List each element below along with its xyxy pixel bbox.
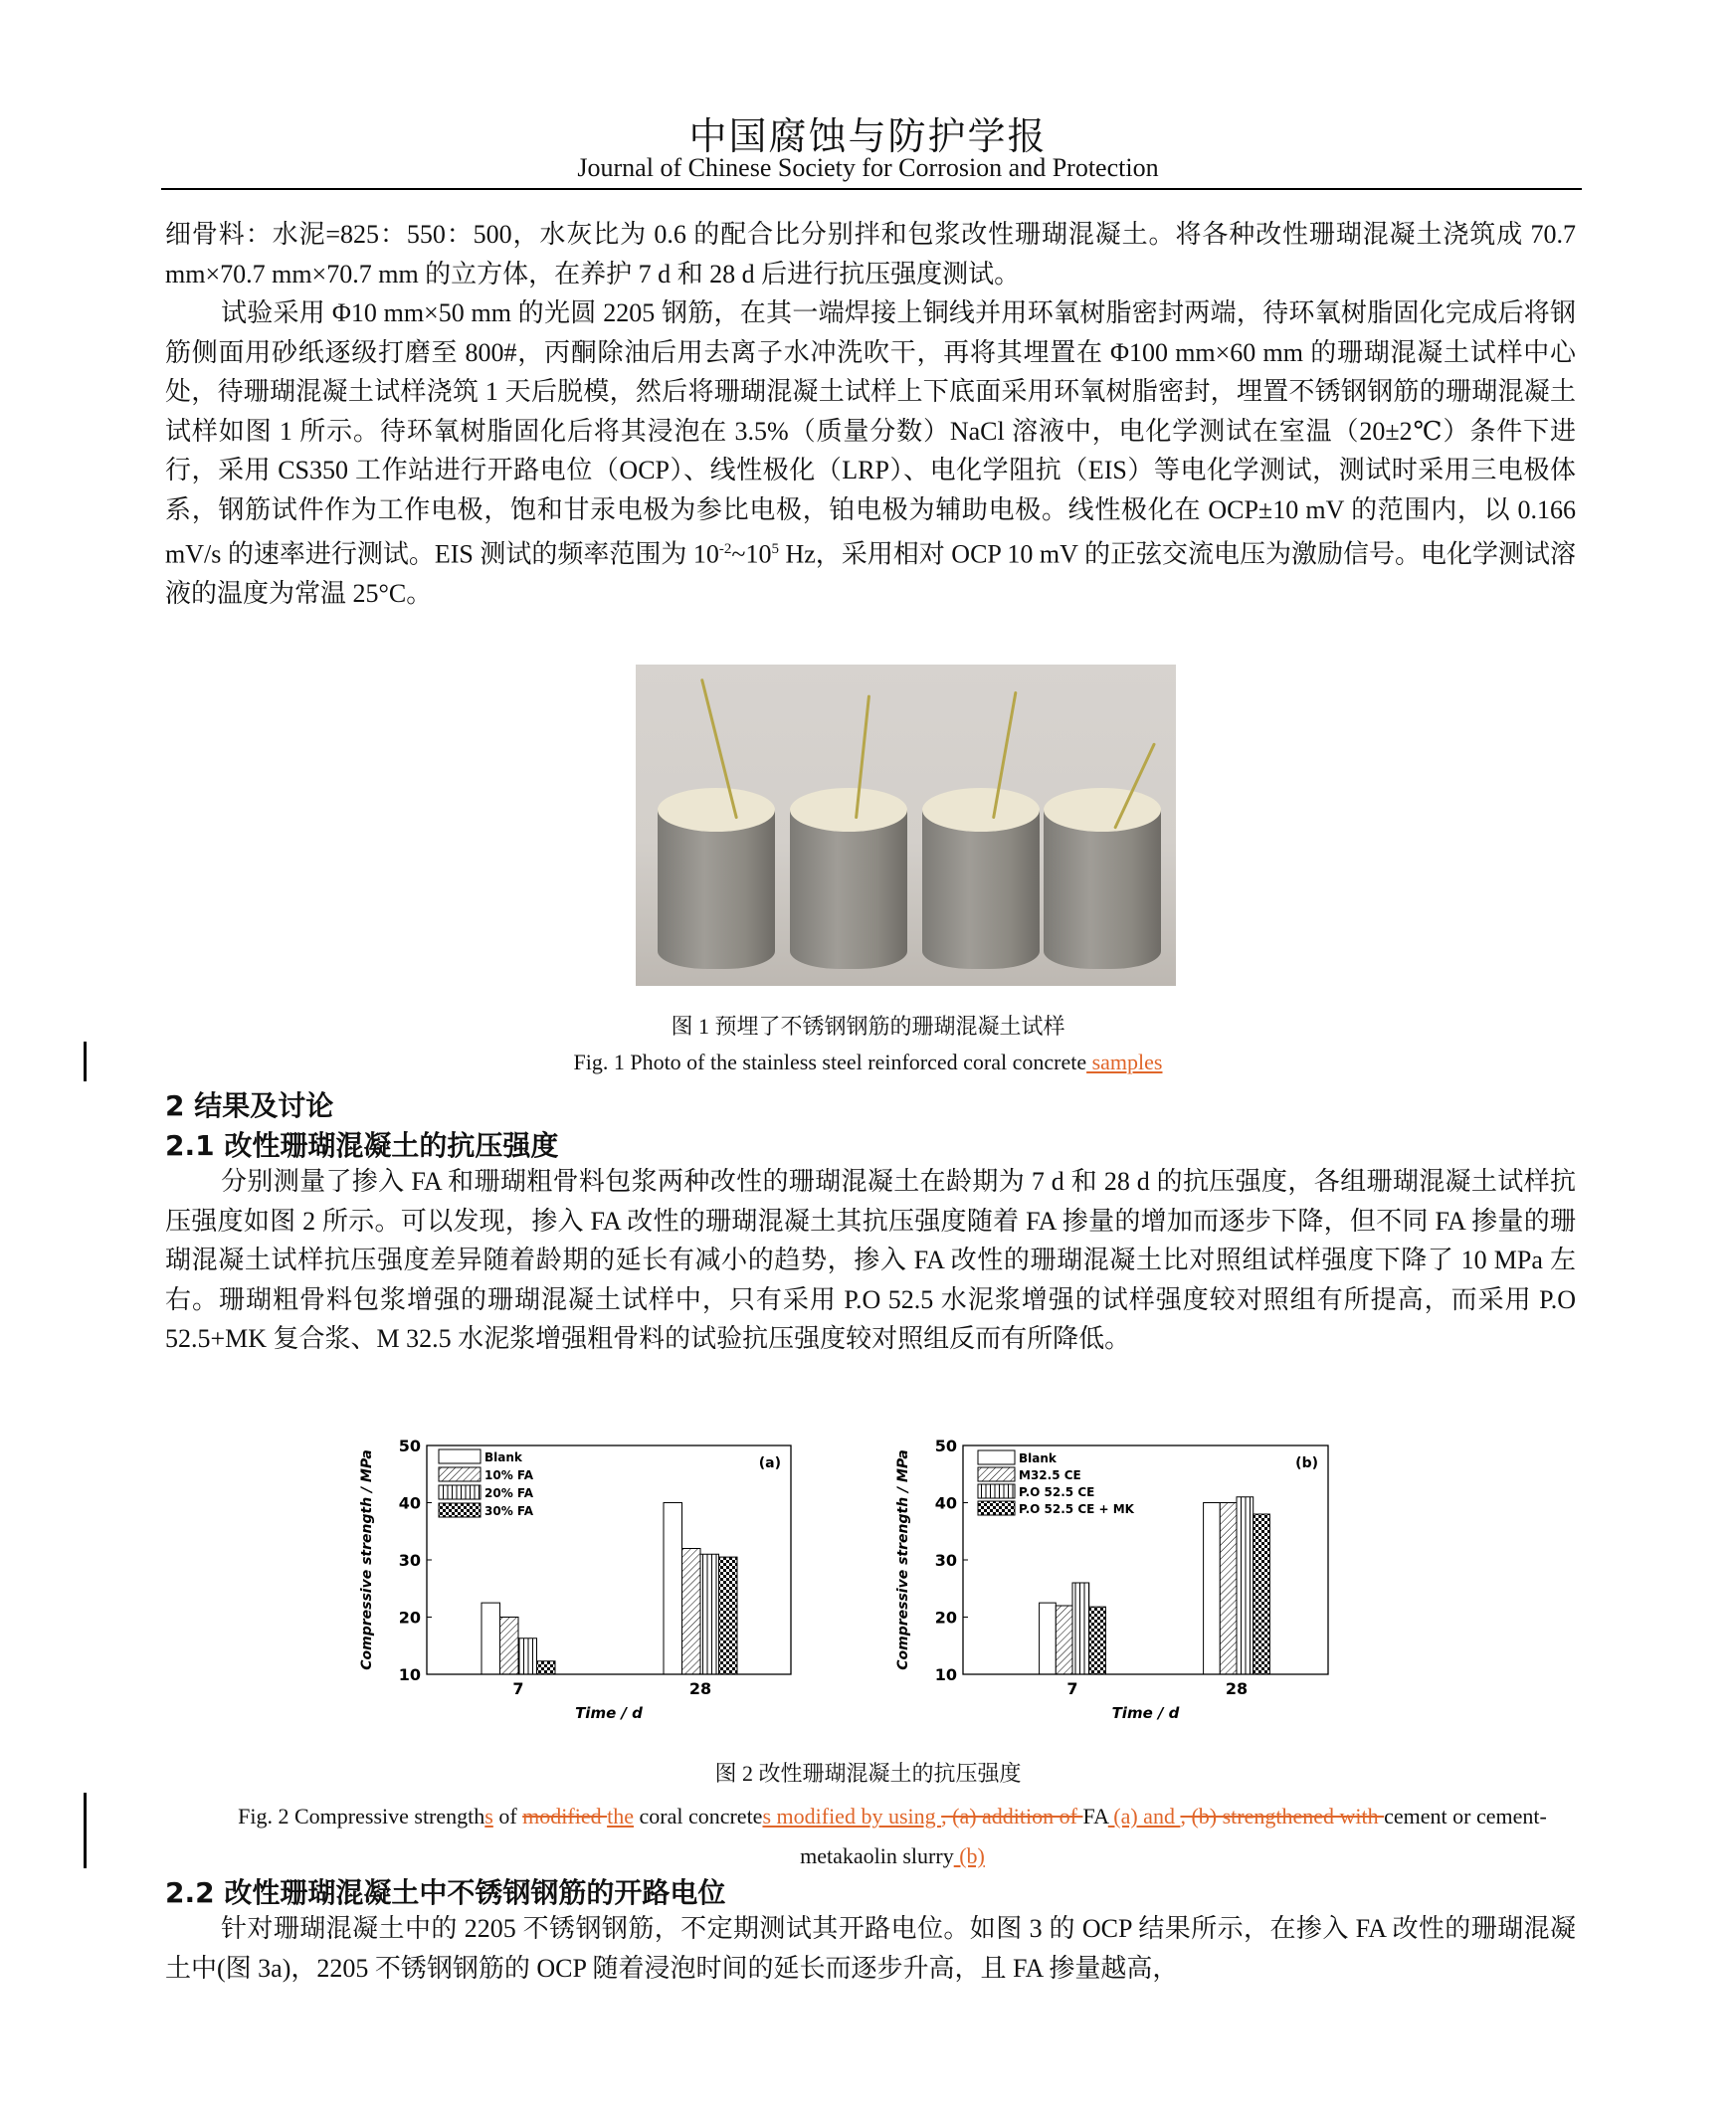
text: Hz，采用相对 OCP 10 mV 的正弦交流电压为激励信号。电化学测试溶液的温度为常温 25°C。 xyxy=(165,539,1576,608)
journal-title-en: Journal of Chinese Society for Corrosion and Protection xyxy=(577,153,1159,182)
x-tick-label: 28 xyxy=(688,1679,712,1698)
concrete-sample xyxy=(922,810,1040,969)
legend-label: P.O 52.5 CE xyxy=(1019,1485,1095,1499)
caption-text: of xyxy=(492,1804,523,1829)
figure-1-caption-en xyxy=(0,1050,1736,1075)
paragraph-materials: 细骨料：水泥=825：550：500，水灰比为 0.6 的配合比分别拌和包浆改性珊瑚混凝土。将各种改性珊瑚混凝土浇筑成 70.7 mm×70.7 mm×70.7 mm 的立方体，在养护 7 d 和 28 d 后进行抗压强度测试。 xyxy=(165,220,1576,289)
legend-label: Blank xyxy=(1019,1451,1057,1465)
y-tick-label: 20 xyxy=(398,1608,421,1628)
x-tick-label: 7 xyxy=(1066,1679,1078,1698)
superscript: -2 xyxy=(718,540,732,557)
bar-blank-28d xyxy=(1204,1503,1221,1675)
panel-label: (b) xyxy=(1295,1455,1318,1471)
legend-label: 10% FA xyxy=(484,1468,534,1482)
inserted-text: s xyxy=(484,1804,493,1829)
paragraph-strength: 分别测量了掺入 FA 和珊瑚粗骨料包浆两种改性的珊瑚混凝土在龄期为 7 d 和 28 d 的抗压强度，各组珊瑚混凝土试样抗压强度如图 2 所示。可以发现，掺入 FA 改性的珊瑚混凝土其抗压强度随着 FA 掺量的增加而逐步下降，但不同 FA 掺量的珊瑚混凝土试样抗压强度差异随着龄期的延长有减小的趋势，掺入 FA 改性的珊瑚混凝土比对照组试样强度下降了 10 MPa 左右。珊瑚粗骨料包浆增强的珊瑚混凝土试样中，只有采用 P.O 52.5 水泥浆增强的试样强度较对照组有所提高，而采用 P.O 52.5+MK 复合浆、M 32.5 水泥浆增强粗骨料的试验抗压强度较对照组反而有所降低。 xyxy=(165,1167,1576,1354)
header-rule xyxy=(161,188,1582,190)
inserted-text: (a) and xyxy=(1107,1804,1181,1829)
deleted-text: , (a) addition of xyxy=(941,1804,1083,1829)
inserted-text: (b) xyxy=(953,1843,985,1868)
legend-label: 30% FA xyxy=(484,1504,534,1518)
legend-swatch xyxy=(439,1467,481,1481)
inserted-text: s modified by using xyxy=(762,1804,942,1829)
journal-title-cn: 中国腐蚀与防护学报 xyxy=(688,116,1048,158)
bar-20-fa-28d xyxy=(700,1554,719,1674)
figure-2-caption-cn: 图 2 改性珊瑚混凝土的抗压强度 xyxy=(714,1761,1022,1786)
text: Fig. 1 Photo of the stainless steel reinforced coral concrete xyxy=(573,1050,1087,1074)
bar-30-fa-28d xyxy=(719,1557,738,1674)
subsection-heading: 2.1 改性珊瑚混凝土的抗压强度 xyxy=(165,1129,559,1162)
caption-text: cement or cement-metakaolin slurry xyxy=(800,1804,1547,1868)
change-bar xyxy=(84,1042,87,1081)
legend-swatch xyxy=(978,1467,1015,1481)
figure-1-caption-cn: 图 1 预埋了不锈钢钢筋的珊瑚混凝土试样 xyxy=(671,1014,1065,1039)
y-axis-label: Compressive strength / MPa xyxy=(895,1449,911,1670)
legend-label: 20% FA xyxy=(484,1486,534,1500)
y-tick-label: 50 xyxy=(398,1437,421,1455)
x-axis-label: Time / d xyxy=(1111,1704,1180,1722)
legend-swatch xyxy=(978,1501,1015,1515)
bar-p-o-52-5-ce-mk-28d xyxy=(1254,1514,1270,1674)
x-tick-label: 28 xyxy=(1225,1679,1249,1698)
y-tick-label: 40 xyxy=(934,1493,957,1513)
bar-30-fa-7d xyxy=(537,1661,556,1674)
deleted-text: modified xyxy=(522,1804,608,1829)
panel-label: (a) xyxy=(758,1455,781,1471)
bar-m32-5-ce-28d xyxy=(1220,1503,1237,1675)
paragraph-method xyxy=(165,293,1576,613)
x-axis-label: Time / d xyxy=(575,1704,643,1722)
legend-swatch xyxy=(978,1484,1015,1498)
y-tick-label: 50 xyxy=(934,1437,957,1455)
superscript: 5 xyxy=(771,540,779,557)
bar-p-o-52-5-ce-7d xyxy=(1072,1583,1089,1674)
concrete-sample xyxy=(790,810,907,969)
legend-swatch xyxy=(439,1449,481,1463)
deleted-text: , (b) strengthened with xyxy=(1180,1804,1385,1829)
y-tick-label: 30 xyxy=(398,1551,421,1570)
text: 试验采用 Φ10 mm×50 mm 的光圆 2205 钢筋，在其一端焊接上铜线并用环氧树脂密封两端，待环氧树脂固化完成后将钢筋侧面用砂纸逐级打磨至 800#，丙酮除油后用去离子水冲洗吹干，再将其埋置在 Φ100 mm×60 mm 的珊瑚混凝土试样中心处，待珊瑚混凝土试样浇筑 1 天后脱模，然后将珊瑚混凝土试样上下底面采用环氧树脂密封，埋置不锈钢钢筋的珊瑚混凝土试样如图 1 所示。待环氧树脂固化后将其浸泡在 3.5%（质量分数）NaCl 溶液中，电化学测试在室温（20±2℃）条件下进行，采用 CS350 工作站进行开路电位（OCP）、线性极化（LRP）、电化学阻抗（EIS）等电化学测试，测试时采用三电极体系，钢筋试件作为工作电极，饱和甘汞电极为参比电极，铂电极为辅助电极。线性极化在 OCP±10 mV 的范围内，以 0.166 mV/s 的速率进行测试。EIS 测试的频率范围为 10 xyxy=(165,298,1576,569)
legend-swatch xyxy=(978,1450,1015,1464)
chart-b xyxy=(885,1423,1363,1741)
caption-text: coral concrete xyxy=(633,1804,763,1829)
legend-label: Blank xyxy=(484,1450,522,1464)
legend-swatch xyxy=(439,1485,481,1499)
paragraph-ocp: 针对珊瑚混凝土中的 2205 不锈钢钢筋，不定期测试其开路电位。如图 3 的 OCP 结果所示，在掺入 FA 改性的珊瑚混凝土中(图 3a)，2205 不锈钢钢筋的 OCP 随着浸泡时间的延长而逐步升高，且 FA 掺量越高， xyxy=(165,1914,1576,1983)
bar-p-o-52-5-ce-28d xyxy=(1237,1497,1254,1674)
bar-20-fa-7d xyxy=(518,1638,537,1674)
legend-label: P.O 52.5 CE + MK xyxy=(1019,1502,1134,1516)
section-heading: 2 结果及讨论 xyxy=(165,1089,334,1122)
figure-2-caption-en xyxy=(221,1797,1564,1876)
bar-10-fa-28d xyxy=(682,1549,701,1675)
legend-label: M32.5 CE xyxy=(1019,1468,1081,1482)
bar-blank-28d xyxy=(664,1503,682,1675)
bar-blank-7d xyxy=(482,1603,500,1674)
bar-blank-7d xyxy=(1040,1603,1057,1674)
legend-swatch xyxy=(439,1503,481,1517)
bar-m32-5-ce-7d xyxy=(1056,1606,1072,1674)
y-axis-label: Compressive strength / MPa xyxy=(359,1449,375,1670)
caption-text: Fig. 2 Compressive strength xyxy=(238,1804,485,1829)
inserted-text: samples xyxy=(1086,1050,1163,1074)
concrete-sample xyxy=(658,810,775,969)
y-tick-label: 10 xyxy=(934,1665,957,1684)
bar-p-o-52-5-ce-mk-7d xyxy=(1089,1607,1106,1674)
change-bar xyxy=(84,1793,87,1868)
x-tick-label: 7 xyxy=(512,1679,524,1698)
chart-a xyxy=(338,1423,816,1741)
y-tick-label: 20 xyxy=(934,1608,957,1628)
figure-1-photo xyxy=(636,665,1176,986)
y-tick-label: 40 xyxy=(398,1493,421,1513)
caption-text: FA xyxy=(1082,1804,1108,1829)
concrete-sample xyxy=(1044,810,1161,969)
y-tick-label: 30 xyxy=(934,1551,957,1570)
y-tick-label: 10 xyxy=(398,1665,421,1684)
text: ~10 xyxy=(731,539,772,569)
inserted-text: the xyxy=(607,1804,634,1829)
subsection-heading: 2.2 改性珊瑚混凝土中不锈钢钢筋的开路电位 xyxy=(165,1876,726,1909)
bar-10-fa-7d xyxy=(500,1618,519,1675)
